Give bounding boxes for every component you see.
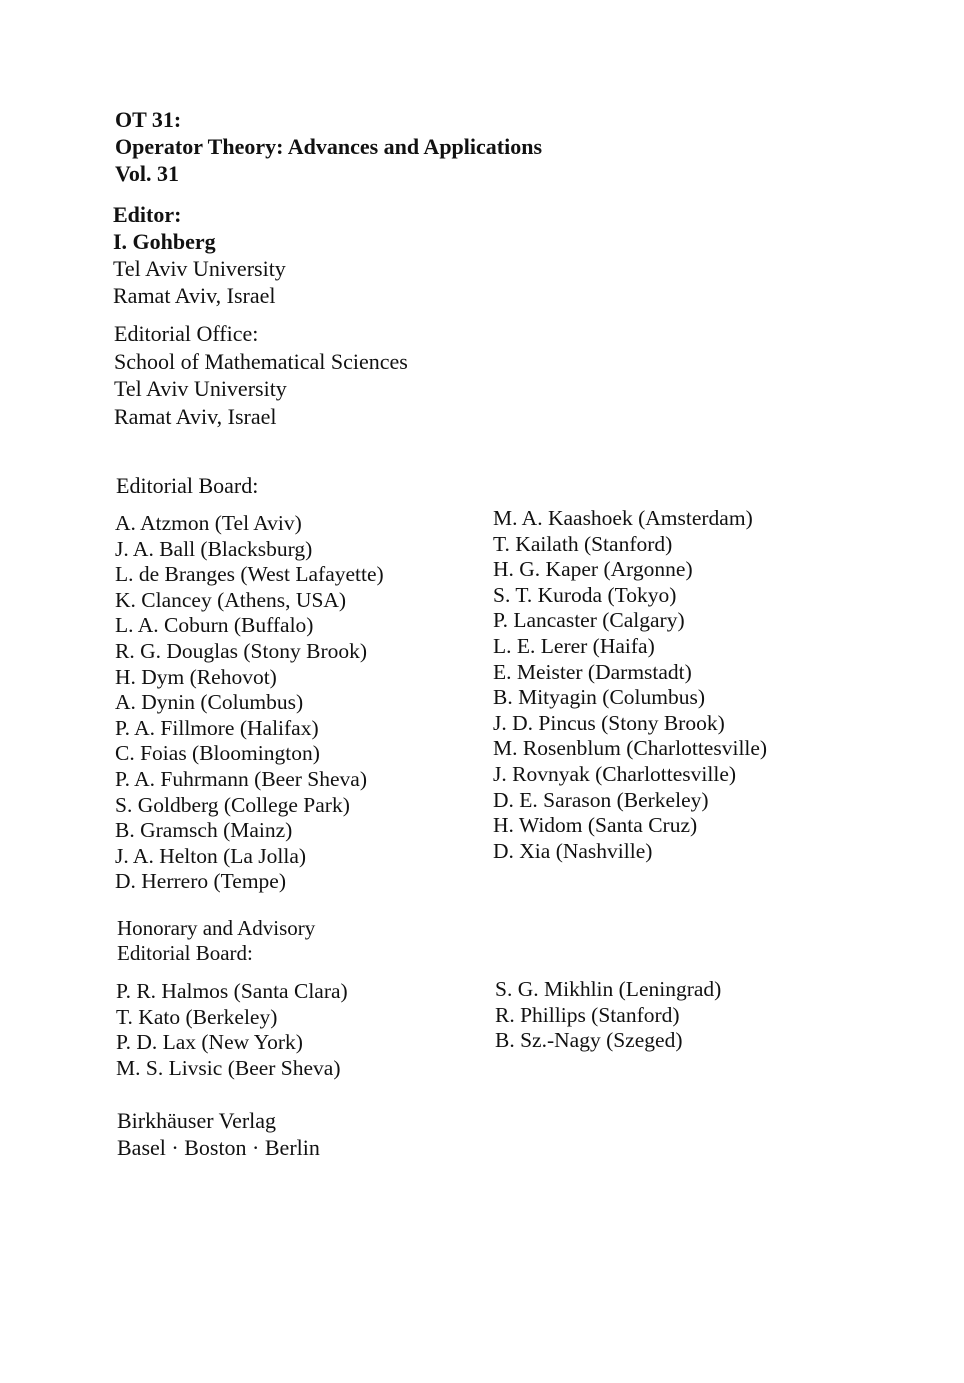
honorary-label-line: Honorary and Advisory <box>117 916 316 940</box>
editor-label: Editor: <box>113 202 182 227</box>
board-member: H. Widom (Santa Cruz) <box>493 813 698 838</box>
board-member: S. T. Kuroda (Tokyo) <box>493 582 677 607</box>
board-member: P. A. Fillmore (Halifax) <box>115 715 319 740</box>
board-member: B. Mityagin (Columbus) <box>493 685 706 710</box>
board-member: L. A. Coburn (Buffalo) <box>115 613 314 638</box>
board-member: J. A. Helton (La Jolla) <box>115 843 307 868</box>
honorary-label-line: Editorial Board: <box>117 941 253 965</box>
board-member: M. Rosenblum (Charlottesville) <box>493 736 768 761</box>
editorial-office-line: Tel Aviv University <box>114 376 287 402</box>
board-member: E. Meister (Darmstadt) <box>493 659 692 684</box>
editorial-office-block <box>114 320 408 431</box>
board-member: A. Atzmon (Tel Aviv) <box>115 511 302 535</box>
editor-affiliation-line: Ramat Aviv, Israel <box>113 283 276 308</box>
board-member: P. A. Fuhrmann (Beer Sheva) <box>115 766 367 791</box>
publisher-cities: Basel · Boston · Berlin <box>117 1135 320 1160</box>
editorial-office-label: Editorial Office: <box>114 321 259 346</box>
board-member: P. D. Lax (New York) <box>116 1030 303 1055</box>
honorary-board-left-column <box>116 979 348 1081</box>
series-code: OT 31: <box>115 107 182 132</box>
board-member: B. Sz.-Nagy (Szeged) <box>495 1028 683 1053</box>
board-member: S. Goldberg (College Park) <box>115 792 350 817</box>
editorial-board-label: Editorial Board: <box>116 473 259 498</box>
editorial-office-line: School of Mathematical Sciences <box>114 348 408 374</box>
series-volume: Vol. 31 <box>115 161 179 186</box>
board-member: D. Herrero (Tempe) <box>115 869 287 894</box>
board-member: P. R. Halmos (Santa Clara) <box>116 979 348 1003</box>
editorial-board-right-column <box>493 506 767 864</box>
board-member: R. Phillips (Stanford) <box>495 1002 680 1027</box>
board-member: J. D. Pincus (Stony Brook) <box>493 710 725 735</box>
board-member: P. Lancaster (Calgary) <box>493 608 685 633</box>
board-member: D. E. Sarason (Berkeley) <box>493 787 709 812</box>
publisher-block <box>117 1107 320 1161</box>
editor-name: I. Gohberg <box>113 229 216 254</box>
board-member: J. A. Ball (Blacksburg) <box>115 536 313 561</box>
honorary-board-label <box>117 916 315 966</box>
board-member: T. Kato (Berkeley) <box>116 1004 278 1029</box>
series-header <box>115 106 542 187</box>
board-member: C. Foias (Bloomington) <box>115 741 320 766</box>
editor-block <box>113 201 286 309</box>
board-member: D. Xia (Nashville) <box>493 838 653 863</box>
board-member: T. Kailath (Stanford) <box>493 531 673 556</box>
board-member: A. Dynin (Columbus) <box>115 690 304 715</box>
board-member: M. S. Livsic (Beer Sheva) <box>116 1055 341 1080</box>
board-member: M. A. Kaashoek (Amsterdam) <box>493 506 753 530</box>
publisher-name: Birkhäuser Verlag <box>117 1108 277 1133</box>
editorial-office-line: Ramat Aviv, Israel <box>114 404 277 430</box>
board-member: J. Rovnyak (Charlottesville) <box>493 761 737 786</box>
board-member: K. Clancey (Athens, USA) <box>115 587 347 612</box>
board-member: L. de Branges (West Lafayette) <box>115 562 384 587</box>
board-member: H. Dym (Rehovot) <box>115 664 277 689</box>
editorial-board-left-column <box>115 511 384 895</box>
honorary-board-right-column <box>495 977 721 1054</box>
editor-affiliation-line: Tel Aviv University <box>113 256 286 281</box>
series-title: Operator Theory: Advances and Applications <box>115 134 543 159</box>
board-member: L. E. Lerer (Haifa) <box>493 633 655 658</box>
board-member: S. G. Mikhlin (Leningrad) <box>495 977 722 1001</box>
board-member: B. Gramsch (Mainz) <box>115 818 293 843</box>
board-member: H. G. Kaper (Argonne) <box>493 557 693 582</box>
board-member: R. G. Douglas (Stony Brook) <box>115 638 368 663</box>
